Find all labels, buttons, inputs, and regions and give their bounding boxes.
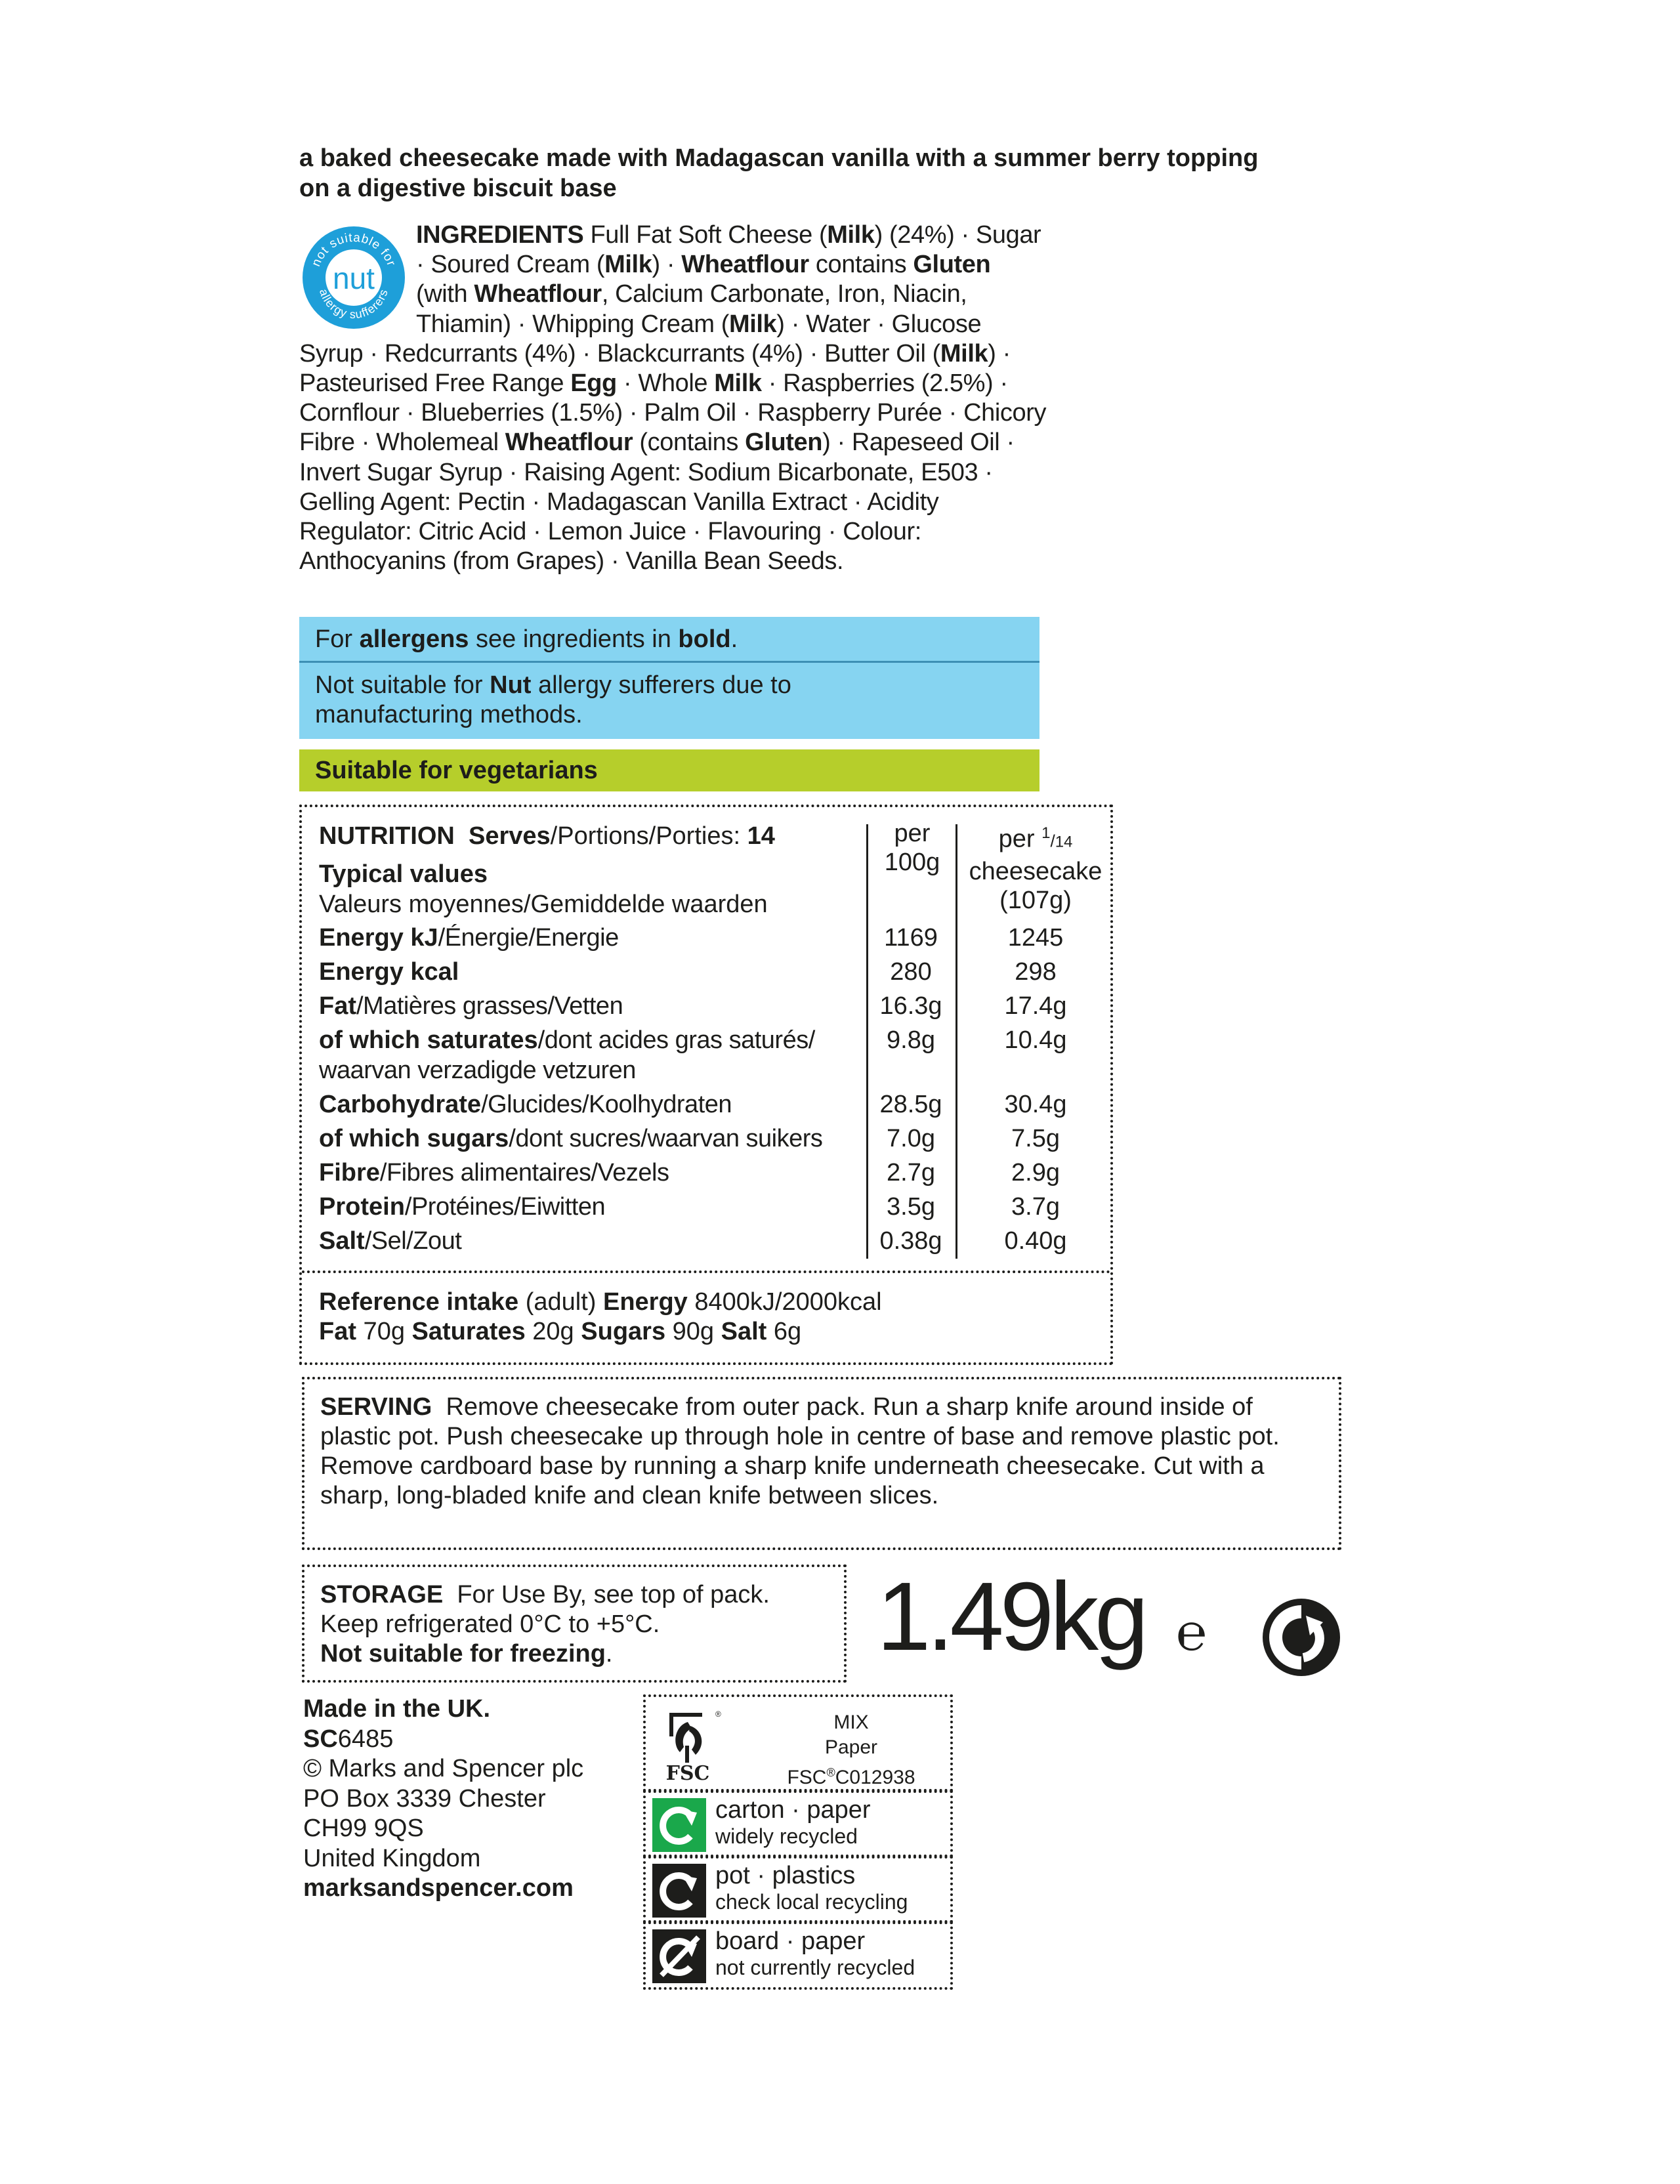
recycling-row [643, 1790, 953, 1857]
ingredient-text: Full Fat Soft Cheese ( [583, 221, 828, 249]
recycling-material: board · paper [715, 1927, 866, 1955]
ingredients-block [299, 220, 1047, 576]
reference-separator [302, 1270, 1110, 1273]
recycling-material: pot · plastics [715, 1862, 856, 1889]
nutrition-row-label: Energy kJ/Énergie/Energie [319, 924, 619, 952]
nutrition-value-per-portion: 2.9g [1011, 1159, 1060, 1186]
recycling-row [643, 1856, 953, 1923]
nut-badge-text: nut [333, 261, 375, 295]
recycling-panel [643, 1694, 958, 1994]
ingredient-text: contains [808, 251, 914, 279]
storage-heading: STORAGE [320, 1581, 444, 1608]
nutrition-row-label: of which saturates/dont acides gras saturés/ waarvan verzadigde vetzuren [319, 1026, 815, 1084]
ingredient-text: · Raspberries (2.5%) · Cornflour · Blueberries (1.5%) · Palm Oil · Raspberry Purée · Chicory Fibre · Wholemeal [299, 369, 1047, 457]
allergen-ingredient: Milk [827, 221, 875, 249]
green-dot-icon [1260, 1596, 1343, 1679]
recycling-status: widely recycled [715, 1824, 858, 1848]
typical-values-subheading: Valeurs moyennes/Gemiddelde waarden [319, 891, 768, 918]
manufacturer-address: Made in the UK. SC6485 © Marks and Spencer plc PO Box 3339 Chester CH99 9QS United Kingdom marksandspencer.com [303, 1695, 584, 1902]
nutrition-row-label: Energy kcal [319, 958, 459, 986]
nutrition-value-per-portion: 298 [1015, 958, 1057, 986]
ingredient-text: · Whole [616, 369, 715, 398]
allergen-ingredient: Milk [604, 251, 652, 279]
allergen-row-bold-notice: For allergens see ingredients in bold. [299, 617, 1040, 663]
nutrition-value-per-portion: 10.4g [1004, 1026, 1067, 1054]
badge-spacer [299, 220, 416, 339]
allergen-ingredient: Wheatflour [474, 280, 602, 308]
fsc-mix-text: MIX Paper FSC®C012938 [787, 1712, 915, 1788]
fsc-tree-icon [656, 1706, 719, 1785]
nutrition-row-label: Fibre/Fibres alimentaires/Vezels [319, 1159, 669, 1186]
recycle-arrow-icon [652, 1798, 706, 1852]
nutrition-value-per-100g: 16.3g [879, 992, 942, 1020]
nutrition-value-per-100g: 2.7g [887, 1159, 935, 1186]
nutrition-value-per-portion: 7.5g [1011, 1125, 1060, 1152]
recycling-material: carton · paper [715, 1796, 871, 1824]
recycling-status: not currently recycled [715, 1956, 915, 1979]
serving-heading: SERVING [320, 1393, 432, 1421]
not-recycled-icon [652, 1929, 706, 1983]
allergen-ingredient: Wheatflour [681, 251, 809, 279]
ingredient-text: (with [416, 280, 474, 308]
nutrition-row-label: Fat/Matières grasses/Vetten [319, 992, 623, 1020]
recycling-row [643, 1922, 953, 1990]
website-link: marksandspencer.com [303, 1874, 574, 1902]
allergen-info-box [299, 617, 1040, 739]
ingredient-text: , Calcium Carbonate, Iron, Niacin, Thiamin) · Whipping Cream ( [416, 280, 967, 338]
allergen-ingredient: Gluten [745, 429, 823, 457]
ingredient-text: ) · Pasteurised Free Range [299, 339, 1011, 398]
nutrition-value-per-100g: 0.38g [879, 1227, 942, 1255]
nutrition-value-per-portion: 30.4g [1004, 1091, 1067, 1118]
allergen-ingredient: Egg [570, 369, 617, 398]
nutrition-heading: NUTRITION Serves/Portions/Porties: 14 [319, 822, 775, 850]
nutrition-row-label: of which sugars/dont sucres/waarvan suikers [319, 1125, 823, 1152]
nutrition-row-label: Salt/Sel/Zout [319, 1227, 462, 1255]
nutrition-value-per-100g: 1169 [884, 924, 938, 952]
allergen-ingredient: Gluten [913, 251, 991, 279]
svg-text:®: ® [715, 1710, 721, 1719]
nut-badge-arc-bottom: allergy sufferers [316, 287, 390, 322]
allergen-row-nut-warning: Not suitable for Nut allergy sufferers due to manufacturing methods. [315, 671, 791, 728]
net-weight: 1.49kg [877, 1563, 1145, 1671]
ingredient-text: (contains [633, 429, 746, 457]
ingredient-text: ) (24%) · Sugar · Soured Cream ( [416, 221, 1041, 279]
product-description [299, 143, 1428, 203]
nutrition-value-per-100g: 28.5g [879, 1091, 942, 1118]
nutrition-value-per-100g: 7.0g [887, 1125, 935, 1152]
vegetarian-banner: Suitable for vegetarians [299, 749, 1040, 791]
nutrition-value-per-100g: 3.5g [887, 1193, 935, 1221]
per-100g-header: per 100g [884, 820, 940, 876]
nutrition-value-per-portion: 0.40g [1004, 1227, 1067, 1255]
nutrition-value-per-100g: 280 [890, 958, 932, 986]
recycle-arrow-icon [652, 1864, 706, 1918]
nutrition-value-per-portion: 17.4g [1004, 992, 1067, 1020]
nutrition-row-label: Protein/Protéines/Eiwitten [319, 1193, 606, 1221]
nut-badge-arc-top: not suitable for [309, 230, 398, 269]
nutrition-value-per-portion: 3.7g [1011, 1193, 1060, 1221]
nutrition-value-per-100g: 9.8g [887, 1026, 935, 1054]
storage-instructions: STORAGE For Use By, see top of pack. Keep refrigerated 0°C to +5°C. Not suitable for freezing. [302, 1564, 847, 1683]
nutrition-value-per-portion: 1245 [1007, 924, 1064, 952]
nutrition-row-label: Carbohydrate/Glucides/Koolhydraten [319, 1091, 732, 1118]
allergen-ingredient: Wheatflour [505, 429, 633, 457]
allergen-ingredient: Milk [940, 339, 988, 368]
product-description-line1: a baked cheesecake made with Madagascan vanilla with a summer berry topping [299, 144, 1259, 172]
recycling-status: check local recycling [715, 1890, 908, 1914]
serving-text: Remove cheesecake from outer pack. Run a sharp knife around inside of plastic pot. Push cheesecake up through hole in centre of base and remove plastic pot. Remove cardboard base by running a sharp knife underneath cheesecake. Cut with a sharp, long-bladed knife and clean knife between slices. [320, 1393, 1280, 1509]
ingredient-text: ) · [652, 251, 682, 279]
allergen-ingredient: Milk [728, 310, 777, 338]
serving-instructions [302, 1377, 1341, 1550]
fsc-label [643, 1694, 953, 1792]
nutrition-table [299, 805, 1113, 1365]
ingredient-text: ) · Water · Glucose Syrup · Redcurrants (4%) · Blackcurrants (4%) · Butter Oil ( [299, 310, 982, 368]
fsc-logo-text: FSC [665, 1762, 710, 1785]
ingredient-text: ) · Rapeseed Oil · Invert Sugar Syrup · Raising Agent: Sodium Bicarbonate, E503 · Gelling Agent: Pectin · Madagascan Vanilla Extract · Acidity Regulator: Citric Acid · Lemon Juice · Flavouring · Colour: Anthocyanins (from Grapes) · Vanilla Bean Seeds. [299, 429, 1015, 576]
reference-intake: Reference intake (adult) Energy 8400kJ/2000kcal Fat 70g Saturates 20g Sugars 90g Salt 6g [319, 1288, 882, 1345]
per-portion-header: per $^1$/14 cheesecake (107g) [969, 824, 1102, 914]
typical-values-heading: Typical values [319, 860, 488, 888]
ingredients-heading: INGREDIENTS [416, 221, 584, 249]
allergen-ingredient: Milk [714, 369, 762, 398]
e-mark-icon: ℮ [1176, 1603, 1207, 1662]
product-description-line2: on a digestive biscuit base [299, 175, 617, 202]
